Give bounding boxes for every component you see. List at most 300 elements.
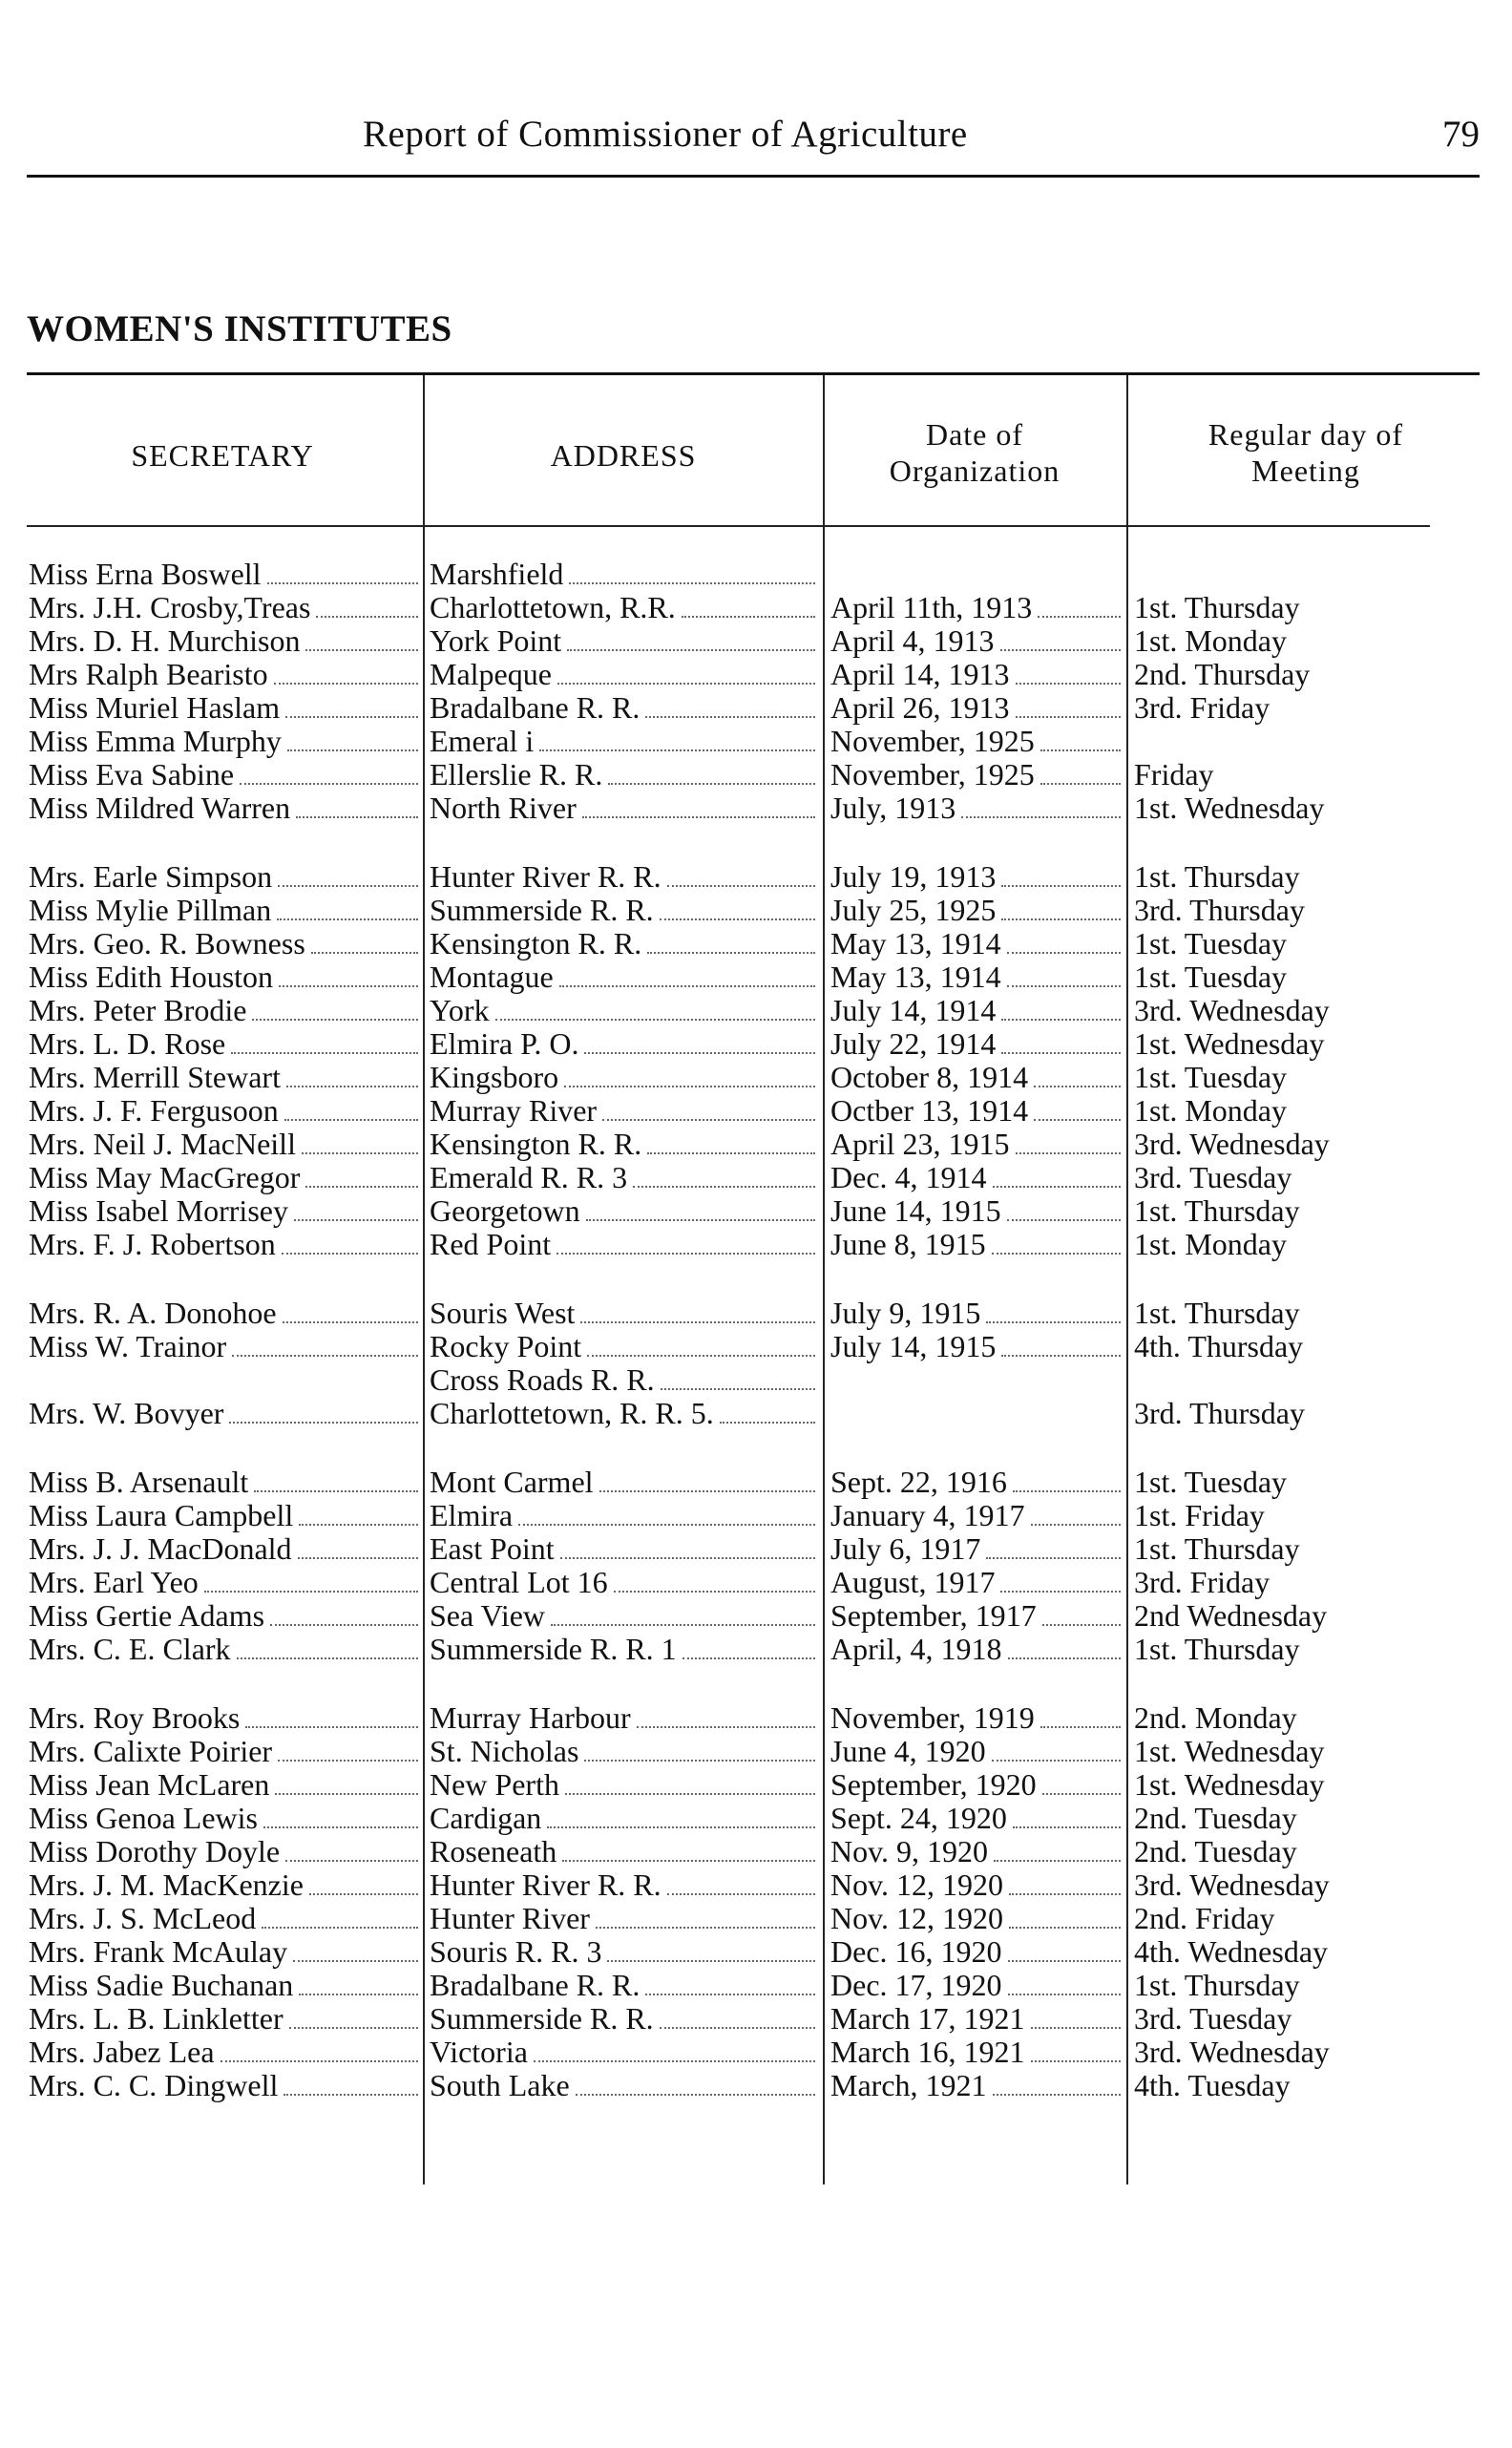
running-head: [27, 113, 1480, 170]
dot-leader: [274, 682, 418, 685]
dot-leader: [220, 2059, 418, 2062]
cell-meeting-text: 3rd. Thursday: [1134, 1396, 1305, 1430]
dot-leader: [1000, 648, 1121, 651]
cell-date-text: November, 1925: [830, 724, 1035, 758]
cell-address-text: Malpeque: [430, 657, 552, 691]
cell-secretary: [29, 993, 420, 1028]
cell-date-text: April 23, 1915: [830, 1127, 1010, 1161]
running-title: Report of Commissioner of Agriculture: [363, 114, 968, 155]
cell-meeting-text: 2nd. Tuesday: [1134, 1834, 1297, 1868]
dot-leader: [986, 1320, 1121, 1323]
cell-address-text: Kingsboro: [430, 1060, 559, 1094]
dot-leader: [534, 2059, 815, 2062]
column-header-address: ADDRESS: [550, 438, 697, 473]
dot-leader: [1001, 1051, 1121, 1054]
cell-address: [430, 1767, 817, 1803]
cell-date: [830, 1700, 1123, 1736]
dot-leader: [633, 1185, 815, 1188]
cell-address-text: Kensington R. R.: [430, 926, 642, 960]
table-row: [0, 1901, 1512, 1935]
cell-address-text: Cardigan: [430, 1801, 542, 1835]
cell-meeting: [1134, 590, 1497, 624]
cell-secretary-text: Mrs. Roy Brooks: [29, 1700, 241, 1735]
dot-leader: [564, 1085, 815, 1087]
cell-secretary: [29, 1834, 420, 1869]
cell-address: [430, 1901, 817, 1936]
table-row: [0, 1296, 1512, 1330]
cell-secretary: [29, 1026, 420, 1062]
cell-address-text: Georgetown: [430, 1193, 580, 1228]
dot-leader: [961, 815, 1121, 818]
cell-address-text: Summerside R. R. 1: [430, 1632, 677, 1666]
dot-leader: [1031, 1523, 1121, 1526]
dot-leader: [602, 1118, 815, 1121]
cell-address-text: Charlottetown, R.R.: [430, 590, 676, 624]
cell-secretary: [29, 1296, 420, 1331]
dot-leader: [992, 1759, 1121, 1762]
column-header-meeting: [1129, 416, 1482, 489]
cell-address: [430, 1227, 817, 1262]
dot-leader: [298, 1556, 418, 1559]
cell-date: [830, 1227, 1123, 1262]
cell-secretary-text: Mrs. W. Bovyer: [29, 1396, 224, 1430]
cell-address-text: Emeral i: [430, 724, 535, 758]
cell-date: [830, 1296, 1123, 1331]
cell-meeting-text: 1st. Thursday: [1134, 590, 1300, 624]
dot-leader: [263, 1825, 418, 1828]
cell-date-text: July 6, 1917: [830, 1531, 981, 1566]
dot-leader: [682, 1657, 815, 1659]
cell-date: [830, 724, 1123, 759]
dot-leader: [518, 1523, 815, 1526]
dot-leader: [1042, 1792, 1121, 1795]
cell-address: [430, 1127, 817, 1162]
dot-leader: [584, 1051, 815, 1054]
cell-meeting-text: 3rd. Wednesday: [1134, 1127, 1330, 1161]
dot-leader: [1008, 1993, 1121, 1995]
cell-address-text: Mont Carmel: [430, 1465, 594, 1499]
cell-meeting-text: 1st. Wednesday: [1134, 791, 1325, 825]
cell-address-text: North River: [430, 791, 577, 825]
cell-address-text: Central Lot 16: [430, 1565, 608, 1599]
cell-date: [830, 1127, 1123, 1162]
cell-meeting-text: 4th. Wednesday: [1134, 1934, 1329, 1969]
cell-meeting: [1134, 1734, 1497, 1768]
dot-leader: [720, 1421, 815, 1424]
cell-address-text: Souris West: [430, 1296, 576, 1330]
table-row: [0, 724, 1512, 758]
dot-leader: [596, 1926, 815, 1929]
dot-leader: [1031, 2059, 1121, 2062]
dot-leader: [660, 2026, 815, 2029]
dot-leader: [285, 1859, 418, 1862]
cell-meeting: [1134, 1801, 1497, 1835]
cell-date-text: March 16, 1921: [830, 2035, 1025, 2069]
cell-meeting-text: 4th. Tuesday: [1134, 2068, 1291, 2102]
cell-meeting-text: 1st. Thursday: [1134, 1632, 1300, 1666]
cell-secretary-text: Miss W. Trainor: [29, 1329, 227, 1363]
cell-meeting: [1134, 1160, 1497, 1194]
dot-leader: [204, 1590, 418, 1593]
cell-secretary-text: Miss Muriel Haslam: [29, 690, 281, 725]
dot-leader: [311, 951, 418, 954]
cell-meeting-text: 1st. Thursday: [1134, 1296, 1300, 1330]
cell-date: [830, 690, 1123, 726]
cell-address-text: Victoria: [430, 2035, 528, 2069]
cell-address: [430, 1598, 817, 1634]
section-title: WOMEN'S INSTITUTES: [27, 308, 452, 349]
cell-address-text: York Point: [430, 623, 562, 658]
cell-date: [830, 1801, 1123, 1836]
cell-meeting-text: 3rd. Friday: [1134, 690, 1270, 725]
cell-address: [430, 557, 817, 592]
cell-date-text: September, 1920: [830, 1767, 1037, 1802]
dot-leader: [562, 1859, 815, 1862]
dot-leader: [316, 615, 418, 618]
cell-date: [830, 623, 1123, 659]
table-row: [0, 791, 1512, 825]
dot-leader: [240, 782, 418, 785]
cell-secretary: [29, 657, 420, 692]
table-row: [0, 2068, 1512, 2102]
dot-leader: [580, 1320, 815, 1323]
cell-address: [430, 1632, 817, 1667]
dot-leader: [1016, 682, 1121, 685]
cell-secretary-text: Mrs. J. F. Fergusoon: [29, 1093, 279, 1128]
cell-secretary-text: Mrs. F. J. Robertson: [29, 1227, 276, 1261]
dot-leader: [607, 1959, 815, 1962]
cell-date: [830, 1531, 1123, 1567]
cell-secretary: [29, 1465, 420, 1500]
cell-secretary-text: Mrs. R. A. Donohoe: [29, 1296, 277, 1330]
cell-secretary: [29, 1968, 420, 2003]
dot-leader: [309, 1892, 418, 1895]
cell-address-text: Bradalbane R. R.: [430, 690, 640, 725]
cell-date: [830, 590, 1123, 625]
dot-leader: [551, 1623, 815, 1626]
cell-meeting-text: 1st. Tuesday: [1134, 1465, 1288, 1499]
cell-secretary-text: Miss Edith Houston: [29, 960, 274, 994]
table-row: [0, 1093, 1512, 1128]
cell-secretary-text: Mrs. Peter Brodie: [29, 993, 247, 1027]
cell-meeting: [1134, 893, 1497, 927]
dot-leader: [1016, 715, 1121, 718]
dot-leader: [1008, 1657, 1121, 1659]
dot-leader: [992, 1252, 1121, 1255]
cell-date-text: July 14, 1914: [830, 993, 997, 1027]
cell-date-text: June 8, 1915: [830, 1227, 986, 1261]
cell-secretary-text: Mrs. L. B. Linkletter: [29, 2001, 284, 2036]
cell-date-text: April 4, 1913: [830, 623, 995, 658]
cell-date-text: Dec. 16, 1920: [830, 1934, 1002, 1969]
dot-leader: [667, 884, 815, 887]
cell-secretary-text: Miss Mildred Warren: [29, 791, 291, 825]
dot-leader: [567, 648, 815, 651]
cell-address: [430, 1565, 817, 1600]
cell-secretary-text: Mrs. Calixte Poirier: [29, 1734, 273, 1768]
cell-meeting-text: 1st. Thursday: [1134, 1193, 1300, 1228]
cell-secretary-text: Mrs Ralph Bearisto: [29, 657, 268, 691]
dot-leader: [286, 1085, 418, 1087]
cell-date: [830, 859, 1123, 895]
table-row: [0, 1127, 1512, 1161]
cell-date: [830, 1734, 1123, 1769]
table-row: [0, 1160, 1512, 1194]
cell-meeting-text: 2nd. Monday: [1134, 1700, 1297, 1735]
cell-address: [430, 590, 817, 625]
cell-date-text: July 9, 1915: [830, 1296, 981, 1330]
cell-date-text: March, 1921: [830, 2068, 987, 2102]
cell-date: [830, 1465, 1123, 1500]
dot-leader: [1031, 2026, 1121, 2029]
cell-secretary-text: Miss Erna Boswell: [29, 557, 262, 591]
cell-date: [830, 1901, 1123, 1936]
cell-secretary: [29, 926, 420, 961]
table-row: [0, 1968, 1512, 2002]
dot-leader: [986, 1556, 1121, 1559]
cell-date-text: July 25, 1925: [830, 893, 997, 927]
cell-meeting: [1134, 1026, 1497, 1061]
dot-leader: [305, 648, 418, 651]
header-rule: [27, 175, 1480, 178]
cell-address: [430, 1396, 817, 1431]
cell-address-text: Souris R. R. 3: [430, 1934, 602, 1969]
cell-date-text: July 22, 1914: [830, 1026, 997, 1061]
cell-meeting: [1134, 2001, 1497, 2036]
cell-date-text: April 11th, 1913: [830, 590, 1033, 624]
table-row: [0, 1598, 1512, 1633]
cell-meeting: [1134, 1901, 1497, 1935]
cell-secretary: [29, 1632, 420, 1667]
cell-address-text: Murray River: [430, 1093, 598, 1128]
cell-date-text: Dec. 4, 1914: [830, 1160, 987, 1194]
dot-leader: [576, 2093, 815, 2096]
cell-secretary-text: Mrs. J. M. MacKenzie: [29, 1868, 304, 1902]
cell-meeting: [1134, 690, 1497, 725]
cell-date: [830, 960, 1123, 995]
column-header-secretary: SECRETARY: [131, 438, 314, 473]
cell-date-text: Sept. 24, 1920: [830, 1801, 1007, 1835]
cell-address: [430, 1968, 817, 2003]
cell-secretary: [29, 724, 420, 759]
table-row: [0, 1632, 1512, 1666]
dot-leader: [287, 749, 418, 751]
cell-secretary-text: Miss May MacGregor: [29, 1160, 301, 1194]
dot-leader: [1040, 1725, 1121, 1728]
cell-meeting-text: 1st. Monday: [1134, 623, 1287, 658]
cell-date-text: July 14, 1915: [830, 1329, 997, 1363]
cell-meeting-text: 3rd. Thursday: [1134, 893, 1305, 927]
cell-address: [430, 724, 817, 759]
cell-address-text: Hunter River R. R.: [430, 859, 662, 894]
cell-address: [430, 623, 817, 659]
cell-address-text: Elmira P. O.: [430, 1026, 579, 1061]
cell-date: [830, 1834, 1123, 1869]
cell-secretary-text: Mrs. J.H. Crosby,Treas: [29, 590, 311, 624]
cell-address: [430, 993, 817, 1028]
cell-secretary: [29, 1127, 420, 1162]
table-row: [0, 2001, 1512, 2036]
dot-leader: [1008, 1959, 1121, 1962]
cell-address: [430, 2035, 817, 2070]
dot-leader: [556, 1252, 815, 1255]
cell-date-text: Sept. 22, 1916: [830, 1465, 1007, 1499]
cell-meeting: [1134, 1834, 1497, 1868]
cell-meeting-text: 1st. Tuesday: [1134, 960, 1288, 994]
table-row: [0, 1934, 1512, 1969]
dot-leader: [993, 2093, 1121, 2096]
dot-leader: [1009, 1926, 1121, 1929]
cell-meeting: [1134, 1093, 1497, 1128]
table-row: [0, 1026, 1512, 1061]
cell-address: [430, 1868, 817, 1903]
cell-meeting: [1134, 757, 1497, 791]
cell-address: [430, 1160, 817, 1195]
dot-leader: [267, 581, 418, 584]
column-header-date-line2: Organization: [889, 454, 1060, 488]
table-row: [0, 757, 1512, 791]
cell-secretary-text: Miss Gertie Adams: [29, 1598, 265, 1633]
dot-leader: [565, 1792, 815, 1795]
cell-date: [830, 926, 1123, 961]
dot-leader: [584, 1759, 815, 1762]
cell-address: [430, 1329, 817, 1364]
cell-secretary: [29, 1531, 420, 1567]
table-row: [0, 1498, 1512, 1532]
cell-date: [830, 1565, 1123, 1600]
table-row: [0, 1060, 1512, 1094]
cell-date-text: June 14, 1915: [830, 1193, 1001, 1228]
cell-meeting: [1134, 791, 1497, 825]
cell-meeting: [1134, 1060, 1497, 1094]
cell-date: [830, 1160, 1123, 1195]
dot-leader: [1013, 1489, 1121, 1492]
cell-date-text: Dec. 17, 1920: [830, 1968, 1002, 2002]
cell-secretary: [29, 557, 420, 592]
dot-leader: [293, 1959, 418, 1962]
dot-leader: [539, 749, 815, 751]
cell-address: [430, 1934, 817, 1970]
cell-secretary-text: Miss Mylie Pillman: [29, 893, 272, 927]
dot-leader: [586, 1218, 815, 1221]
dot-leader: [682, 615, 815, 618]
cell-address-text: Summerside R. R.: [430, 893, 654, 927]
cell-secretary: [29, 690, 420, 726]
cell-secretary-text: Mrs. D. H. Murchison: [29, 623, 301, 658]
dot-leader: [254, 1489, 418, 1492]
table-row: [0, 1465, 1512, 1499]
cell-secretary-text: Mrs. Jabez Lea: [29, 2035, 215, 2069]
cell-meeting: [1134, 1465, 1497, 1499]
cell-secretary-text: Miss Genoa Lewis: [29, 1801, 258, 1835]
dot-leader: [231, 1051, 418, 1054]
table-row: [0, 1734, 1512, 1768]
cell-date: [830, 1329, 1123, 1364]
cell-address-text: Emerald R. R. 3: [430, 1160, 628, 1194]
dot-leader: [294, 1218, 418, 1221]
cell-meeting: [1134, 1498, 1497, 1532]
cell-secretary: [29, 1801, 420, 1836]
cell-meeting: [1134, 1193, 1497, 1228]
title-rule: [27, 372, 1480, 375]
dot-leader: [277, 918, 418, 920]
dot-leader: [275, 1792, 418, 1795]
cell-address: [430, 1834, 817, 1869]
cell-address: [430, 1801, 817, 1836]
table-row: [0, 690, 1512, 725]
dot-leader: [1009, 1892, 1121, 1895]
cell-secretary-text: Miss Isabel Morrisey: [29, 1193, 288, 1228]
column-header-date-line1: Date of: [925, 417, 1024, 452]
cell-date-text: Octber 13, 1914: [830, 1093, 1029, 1128]
cell-meeting-text: 3rd. Tuesday: [1134, 1160, 1292, 1194]
dot-leader: [278, 884, 418, 887]
table-row: [0, 1868, 1512, 1902]
cell-date-text: November, 1919: [830, 1700, 1035, 1735]
cell-date-text: January 4, 1917: [830, 1498, 1025, 1532]
table-row: [0, 1834, 1512, 1868]
cell-date-text: Nov. 9, 1920: [830, 1834, 989, 1868]
dot-leader: [647, 1151, 815, 1154]
cell-secretary-text: Mrs. C. E. Clark: [29, 1632, 231, 1666]
page-number: 79: [1442, 114, 1480, 155]
dot-leader: [289, 2026, 418, 2029]
dot-leader: [282, 1252, 418, 1255]
cell-secretary-text: Mrs. J. J. MacDonald: [29, 1531, 292, 1566]
cell-address: [430, 1026, 817, 1062]
cell-meeting: [1134, 1700, 1497, 1735]
table-row: [0, 1227, 1512, 1261]
cell-date-text: November, 1925: [830, 757, 1035, 791]
cell-address: [430, 1734, 817, 1769]
cell-secretary: [29, 1227, 420, 1262]
cell-secretary-text: Miss Eva Sabine: [29, 757, 235, 791]
cell-secretary-text: Mrs. Frank McAulay: [29, 1934, 288, 1969]
dot-leader: [299, 1523, 418, 1526]
cell-date: [830, 1026, 1123, 1062]
cell-address-text: Montague: [430, 960, 554, 994]
cell-date: [830, 1093, 1123, 1129]
table-row: [0, 993, 1512, 1027]
dot-leader: [1000, 1590, 1121, 1593]
cell-secretary: [29, 1093, 420, 1129]
cell-secretary: [29, 1160, 420, 1195]
dot-leader: [1016, 1151, 1121, 1154]
cell-address-text: Kensington R. R.: [430, 1127, 642, 1161]
dot-leader: [270, 1623, 418, 1626]
cell-secretary: [29, 2001, 420, 2036]
table-row: [0, 1565, 1512, 1599]
dot-leader: [994, 1859, 1121, 1862]
dot-leader: [1001, 1018, 1121, 1021]
cell-address-text: Cross Roads R. R.: [430, 1362, 655, 1397]
cell-address: [430, 1193, 817, 1229]
dot-leader: [299, 1993, 418, 1995]
dot-leader: [285, 715, 418, 718]
dot-leader: [283, 1320, 418, 1323]
dot-leader: [569, 581, 815, 584]
dot-leader: [557, 682, 815, 685]
cell-date-text: July, 1913: [830, 791, 956, 825]
cell-date: [830, 1934, 1123, 1970]
dot-leader: [232, 1354, 418, 1357]
cell-date-text: June 4, 1920: [830, 1734, 986, 1768]
dot-leader: [229, 1421, 418, 1424]
cell-secretary: [29, 1060, 420, 1095]
cell-address: [430, 1093, 817, 1129]
dot-leader: [237, 1657, 418, 1659]
table-row: [0, 623, 1512, 658]
